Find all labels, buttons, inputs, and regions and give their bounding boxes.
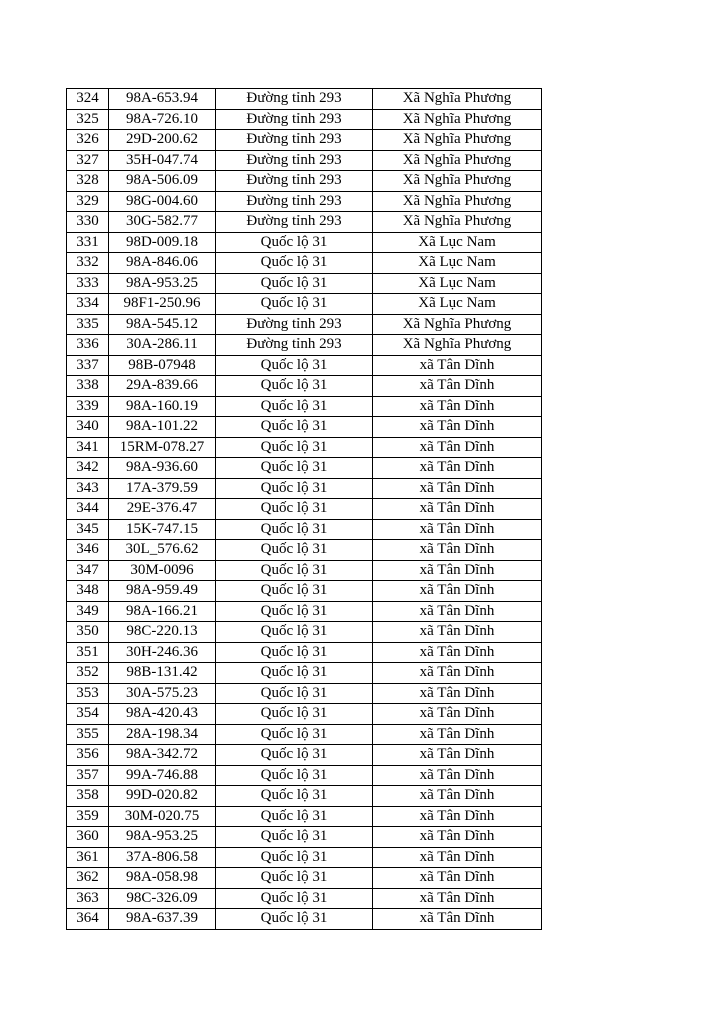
row-number-cell: 355 [67, 724, 109, 745]
row-number-cell: 332 [67, 253, 109, 274]
commune-cell: Xã Nghĩa Phương [373, 335, 542, 356]
road-cell: Quốc lộ 31 [216, 499, 373, 520]
row-number-cell: 347 [67, 560, 109, 581]
row-number-cell: 344 [67, 499, 109, 520]
table-row [67, 909, 542, 930]
table-row [67, 458, 542, 479]
row-number-cell: 363 [67, 888, 109, 909]
table-row [67, 150, 542, 171]
table-row [67, 294, 542, 315]
license-plate-cell: 30L_576.62 [109, 540, 216, 561]
road-cell: Quốc lộ 31 [216, 437, 373, 458]
table-row [67, 171, 542, 192]
row-number-cell: 362 [67, 868, 109, 889]
license-plate-cell: 29D-200.62 [109, 130, 216, 151]
license-plate-cell: 98B-131.42 [109, 663, 216, 684]
table-row [67, 622, 542, 643]
road-cell: Quốc lộ 31 [216, 581, 373, 602]
license-plate-cell: 98A-420.43 [109, 704, 216, 725]
road-cell: Quốc lộ 31 [216, 519, 373, 540]
commune-cell: xã Tân Dĩnh [373, 376, 542, 397]
commune-cell: Xã Nghĩa Phương [373, 314, 542, 335]
row-number-cell: 359 [67, 806, 109, 827]
license-plate-cell: 98B-07948 [109, 355, 216, 376]
row-number-cell: 357 [67, 765, 109, 786]
license-plate-cell: 98A-342.72 [109, 745, 216, 766]
commune-cell: xã Tân Dĩnh [373, 581, 542, 602]
commune-cell: xã Tân Dĩnh [373, 560, 542, 581]
license-plate-cell: 98A-953.25 [109, 827, 216, 848]
road-cell: Quốc lộ 31 [216, 273, 373, 294]
row-number-cell: 330 [67, 212, 109, 233]
commune-cell: xã Tân Dĩnh [373, 622, 542, 643]
table-row [67, 847, 542, 868]
license-plate-cell: 98A-637.39 [109, 909, 216, 930]
row-number-cell: 336 [67, 335, 109, 356]
row-number-cell: 337 [67, 355, 109, 376]
commune-cell: Xã Nghĩa Phương [373, 150, 542, 171]
row-number-cell: 346 [67, 540, 109, 561]
license-plate-cell: 35H-047.74 [109, 150, 216, 171]
license-plate-cell: 98A-936.60 [109, 458, 216, 479]
license-plate-cell: 98A-846.06 [109, 253, 216, 274]
road-cell: Quốc lộ 31 [216, 622, 373, 643]
commune-cell: xã Tân Dĩnh [373, 458, 542, 479]
commune-cell: xã Tân Dĩnh [373, 745, 542, 766]
row-number-cell: 350 [67, 622, 109, 643]
row-number-cell: 341 [67, 437, 109, 458]
license-plate-cell: 29A-839.66 [109, 376, 216, 397]
row-number-cell: 326 [67, 130, 109, 151]
license-plate-cell: 98A-959.49 [109, 581, 216, 602]
road-cell: Quốc lộ 31 [216, 355, 373, 376]
commune-cell: xã Tân Dĩnh [373, 355, 542, 376]
row-number-cell: 333 [67, 273, 109, 294]
road-cell: Quốc lộ 31 [216, 909, 373, 930]
table-body [67, 89, 542, 930]
road-cell: Quốc lộ 31 [216, 847, 373, 868]
license-plate-cell: 30H-246.36 [109, 642, 216, 663]
road-cell: Quốc lộ 31 [216, 724, 373, 745]
table-row [67, 601, 542, 622]
license-plate-cell: 98A-058.98 [109, 868, 216, 889]
commune-cell: xã Tân Dĩnh [373, 417, 542, 438]
row-number-cell: 342 [67, 458, 109, 479]
table-row [67, 560, 542, 581]
commune-cell: xã Tân Dĩnh [373, 601, 542, 622]
commune-cell: xã Tân Dĩnh [373, 806, 542, 827]
license-plate-cell: 98C-326.09 [109, 888, 216, 909]
row-number-cell: 358 [67, 786, 109, 807]
commune-cell: Xã Lục Nam [373, 232, 542, 253]
commune-cell: xã Tân Dĩnh [373, 704, 542, 725]
license-plate-cell: 98G-004.60 [109, 191, 216, 212]
license-plate-cell: 99D-020.82 [109, 786, 216, 807]
road-cell: Đường tỉnh 293 [216, 191, 373, 212]
table-row [67, 868, 542, 889]
row-number-cell: 361 [67, 847, 109, 868]
commune-cell: xã Tân Dĩnh [373, 519, 542, 540]
license-plate-cell: 30M-020.75 [109, 806, 216, 827]
road-cell: Quốc lộ 31 [216, 294, 373, 315]
road-cell: Quốc lộ 31 [216, 745, 373, 766]
road-cell: Đường tỉnh 293 [216, 212, 373, 233]
table-row [67, 540, 542, 561]
table-row [67, 642, 542, 663]
commune-cell: Xã Lục Nam [373, 273, 542, 294]
table-row [67, 212, 542, 233]
row-number-cell: 353 [67, 683, 109, 704]
table-row [67, 786, 542, 807]
row-number-cell: 338 [67, 376, 109, 397]
commune-cell: Xã Nghĩa Phương [373, 191, 542, 212]
row-number-cell: 331 [67, 232, 109, 253]
license-plate-cell: 30G-582.77 [109, 212, 216, 233]
row-number-cell: 348 [67, 581, 109, 602]
road-cell: Quốc lộ 31 [216, 806, 373, 827]
road-cell: Quốc lộ 31 [216, 642, 373, 663]
road-cell: Quốc lộ 31 [216, 540, 373, 561]
license-plate-cell: 98A-726.10 [109, 109, 216, 130]
road-cell: Quốc lộ 31 [216, 663, 373, 684]
row-number-cell: 324 [67, 89, 109, 110]
table-row [67, 478, 542, 499]
license-plate-cell: 98A-545.12 [109, 314, 216, 335]
row-number-cell: 352 [67, 663, 109, 684]
road-cell: Quốc lộ 31 [216, 683, 373, 704]
table-row [67, 683, 542, 704]
table-row [67, 499, 542, 520]
table-row [67, 355, 542, 376]
table-row [67, 519, 542, 540]
table-row [67, 314, 542, 335]
road-cell: Quốc lộ 31 [216, 417, 373, 438]
row-number-cell: 327 [67, 150, 109, 171]
commune-cell: Xã Nghĩa Phương [373, 171, 542, 192]
commune-cell: xã Tân Dĩnh [373, 827, 542, 848]
commune-cell: xã Tân Dĩnh [373, 396, 542, 417]
road-cell: Quốc lộ 31 [216, 765, 373, 786]
commune-cell: xã Tân Dĩnh [373, 663, 542, 684]
road-cell: Quốc lộ 31 [216, 704, 373, 725]
table-row [67, 130, 542, 151]
license-plate-cell: 30A-575.23 [109, 683, 216, 704]
commune-cell: xã Tân Dĩnh [373, 437, 542, 458]
table-row [67, 888, 542, 909]
commune-cell: xã Tân Dĩnh [373, 888, 542, 909]
license-plate-cell: 98C-220.13 [109, 622, 216, 643]
row-number-cell: 325 [67, 109, 109, 130]
license-plate-cell: 37A-806.58 [109, 847, 216, 868]
road-cell: Quốc lộ 31 [216, 253, 373, 274]
road-cell: Đường tỉnh 293 [216, 171, 373, 192]
row-number-cell: 356 [67, 745, 109, 766]
commune-cell: xã Tân Dĩnh [373, 909, 542, 930]
commune-cell: xã Tân Dĩnh [373, 683, 542, 704]
table-row [67, 581, 542, 602]
license-plate-cell: 98A-953.25 [109, 273, 216, 294]
commune-cell: xã Tân Dĩnh [373, 642, 542, 663]
road-cell: Quốc lộ 31 [216, 396, 373, 417]
commune-cell: Xã Nghĩa Phương [373, 130, 542, 151]
table-row [67, 253, 542, 274]
row-number-cell: 334 [67, 294, 109, 315]
table-row [67, 704, 542, 725]
license-plate-cell: 15RM-078.27 [109, 437, 216, 458]
row-number-cell: 345 [67, 519, 109, 540]
license-plate-cell: 98A-506.09 [109, 171, 216, 192]
road-cell: Đường tỉnh 293 [216, 150, 373, 171]
table-row [67, 376, 542, 397]
road-cell: Đường tỉnh 293 [216, 314, 373, 335]
row-number-cell: 360 [67, 827, 109, 848]
road-cell: Quốc lộ 31 [216, 376, 373, 397]
license-plate-cell: 98F1-250.96 [109, 294, 216, 315]
commune-cell: xã Tân Dĩnh [373, 765, 542, 786]
table-row [67, 806, 542, 827]
commune-cell: xã Tân Dĩnh [373, 786, 542, 807]
license-plate-cell: 30A-286.11 [109, 335, 216, 356]
road-cell: Quốc lộ 31 [216, 232, 373, 253]
row-number-cell: 335 [67, 314, 109, 335]
license-plate-cell: 98A-101.22 [109, 417, 216, 438]
table-row [67, 232, 542, 253]
road-cell: Đường tỉnh 293 [216, 89, 373, 110]
road-cell: Đường tỉnh 293 [216, 109, 373, 130]
table-row [67, 827, 542, 848]
row-number-cell: 354 [67, 704, 109, 725]
license-plate-cell: 30M-0096 [109, 560, 216, 581]
road-cell: Đường tỉnh 293 [216, 335, 373, 356]
commune-cell: xã Tân Dĩnh [373, 478, 542, 499]
table-row [67, 437, 542, 458]
road-cell: Quốc lộ 31 [216, 478, 373, 499]
commune-cell: xã Tân Dĩnh [373, 847, 542, 868]
commune-cell: Xã Lục Nam [373, 294, 542, 315]
license-plate-cell: 17A-379.59 [109, 478, 216, 499]
commune-cell: Xã Nghĩa Phương [373, 212, 542, 233]
license-plate-cell: 99A-746.88 [109, 765, 216, 786]
commune-cell: Xã Lục Nam [373, 253, 542, 274]
commune-cell: Xã Nghĩa Phương [373, 89, 542, 110]
row-number-cell: 343 [67, 478, 109, 499]
row-number-cell: 340 [67, 417, 109, 438]
table-row [67, 396, 542, 417]
table-row [67, 765, 542, 786]
row-number-cell: 349 [67, 601, 109, 622]
road-cell: Quốc lộ 31 [216, 458, 373, 479]
violation-table [66, 88, 542, 930]
road-cell: Quốc lộ 31 [216, 888, 373, 909]
commune-cell: Xã Nghĩa Phương [373, 109, 542, 130]
license-plate-cell: 28A-198.34 [109, 724, 216, 745]
commune-cell: xã Tân Dĩnh [373, 499, 542, 520]
road-cell: Quốc lộ 31 [216, 868, 373, 889]
table-row [67, 724, 542, 745]
license-plate-cell: 15K-747.15 [109, 519, 216, 540]
license-plate-cell: 98A-160.19 [109, 396, 216, 417]
table-row [67, 417, 542, 438]
road-cell: Đường tỉnh 293 [216, 130, 373, 151]
table-row [67, 335, 542, 356]
row-number-cell: 339 [67, 396, 109, 417]
road-cell: Quốc lộ 31 [216, 601, 373, 622]
table-row [67, 745, 542, 766]
commune-cell: xã Tân Dĩnh [373, 724, 542, 745]
road-cell: Quốc lộ 31 [216, 827, 373, 848]
row-number-cell: 364 [67, 909, 109, 930]
road-cell: Quốc lộ 31 [216, 560, 373, 581]
row-number-cell: 328 [67, 171, 109, 192]
table-row [67, 191, 542, 212]
table-row [67, 109, 542, 130]
table-row [67, 89, 542, 110]
license-plate-cell: 29E-376.47 [109, 499, 216, 520]
road-cell: Quốc lộ 31 [216, 786, 373, 807]
commune-cell: xã Tân Dĩnh [373, 540, 542, 561]
commune-cell: xã Tân Dĩnh [373, 868, 542, 889]
table-row [67, 273, 542, 294]
row-number-cell: 329 [67, 191, 109, 212]
license-plate-cell: 98D-009.18 [109, 232, 216, 253]
license-plate-cell: 98A-166.21 [109, 601, 216, 622]
row-number-cell: 351 [67, 642, 109, 663]
license-plate-cell: 98A-653.94 [109, 89, 216, 110]
table-row [67, 663, 542, 684]
